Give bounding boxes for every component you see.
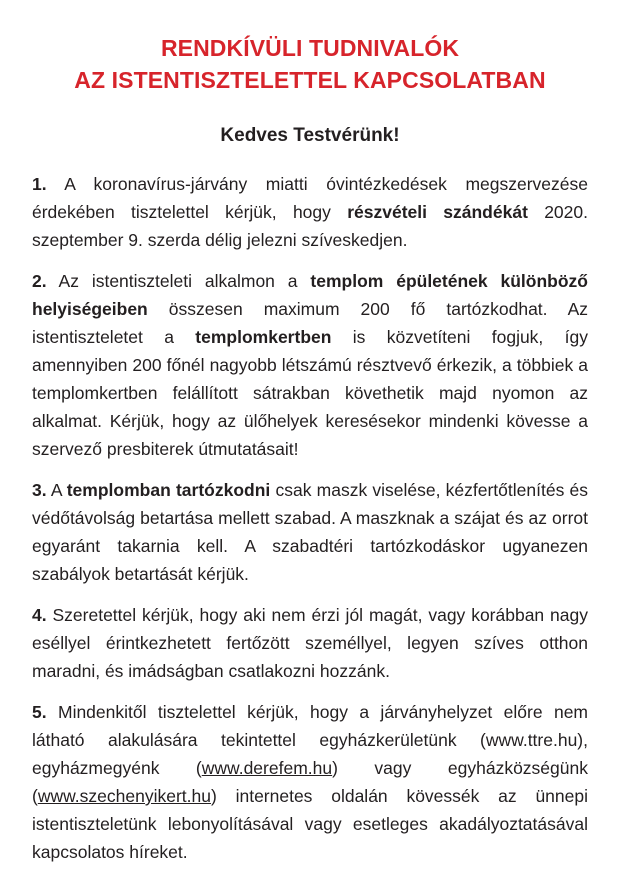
- paragraph-number: 1.: [32, 174, 47, 194]
- paragraph-number: 4.: [32, 605, 47, 625]
- szechenyikert-link[interactable]: www.szechenyikert.hu: [37, 786, 211, 806]
- paragraph-2: [32, 267, 588, 463]
- paragraph-text: összesen maximum 200 fő tartózkodhat. Az istentiszteletet a: [32, 299, 588, 347]
- page-title: [32, 0, 588, 96]
- paragraph-number: 3.: [32, 480, 47, 500]
- greeting: Kedves Testvérünk!: [220, 125, 400, 146]
- notice-body: [32, 170, 588, 866]
- paragraph-text: Az istentiszteleti alkalmon a: [46, 271, 311, 291]
- paragraph-4: [32, 601, 588, 685]
- paragraph-3: [32, 476, 588, 588]
- paragraph-bold: részvételi szándékát: [347, 202, 528, 222]
- paragraph-bold: templomban tartózkodni: [66, 480, 271, 500]
- paragraph-bold: templomkertben: [195, 327, 332, 347]
- paragraph-text: A koronavírus-járvány miatti óvintézkedések megszervezése érdekében tisztelettel kérjük, hogy: [32, 174, 588, 222]
- paragraph-text: A: [46, 480, 67, 500]
- paragraph-text: ) internetes oldalán kövessék az ünnepi istentiszteletünk lebonyolításával vagy esetleges akadályoztatásával kapcsolatos híreket.: [32, 786, 588, 862]
- title-line-1: RENDKÍVÜLI TUDNIVALÓK: [160, 35, 460, 61]
- paragraph-5: [32, 698, 588, 866]
- paragraph-bold: templom épületének különböző helyiségeiben: [32, 271, 588, 319]
- paragraph-text: ) vagy egyházközségünk (: [32, 758, 588, 806]
- title-line-2: AZ ISTENTISZTELETTEL KAPCSOLATBAN: [74, 67, 546, 93]
- derefem-link[interactable]: www.derefem.hu: [201, 758, 333, 778]
- paragraph-text: Mindenkitől tisztelettel kérjük, hogy a járványhelyzet előre nem látható alakulására tekintettel egyházkerületünk (www.ttre.hu), egyházmegyénk (: [32, 702, 588, 778]
- paragraph-number: 5.: [32, 702, 47, 722]
- paragraph-text: csak maszk viselése, kézfertőtlenítés és védőtávolság betartása mellett szabad. A maszknak a szájat és az orrot egyaránt takarnia kell. A szabadtéri tartózkodáskor ugyanezen szabályok betartását kérjük.: [32, 480, 588, 584]
- paragraph-number: 2.: [32, 271, 47, 291]
- paragraph-text: 2020. szeptember 9. szerda délig jelezni szíveskedjen.: [32, 202, 588, 250]
- paragraph-text: Szeretettel kérjük, hogy aki nem érzi jól magát, vagy korábban nagy eséllyel érintkezhetett fertőzött személlyel, legyen szíves otthon maradni, és imádságban csatlakozni hozzánk.: [32, 605, 588, 681]
- paragraph-1: [32, 170, 588, 254]
- paragraph-text: is közvetíteni fogjuk, így amennyiben 200 főnél nagyobb létszámú résztvevő érkezik, a többiek a templomkertben felállított sátrakban követhetik majd nyomon az alkalmat. Kérjük, hogy az ülőhelyek keresésekor mindenki kövesse a szervező presbiterek útmutatásait!: [32, 327, 588, 459]
